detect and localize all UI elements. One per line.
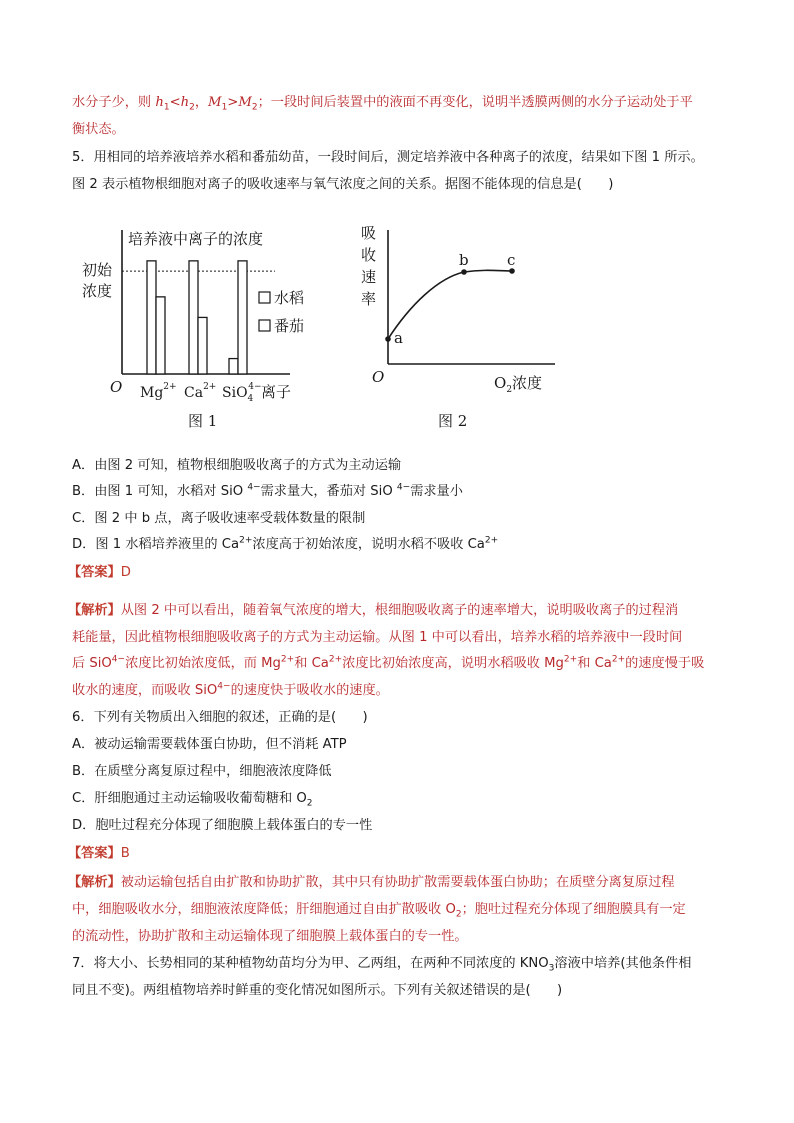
legend-tomato-label: 番茄 [274, 317, 305, 335]
figure-2-point-b [461, 269, 467, 275]
q6-analysis-line-2: 中，细胞吸收水分，细胞液浓度降低；肝细胞通过自由扩散吸收 $O_2$；胞吐过程充分体现了细胞膜具有一定 [72, 902, 686, 920]
q6-analysis-line-3: 的流动性，协助扩散和主动运输体现了细胞膜上载体蛋白的专一性。 [72, 929, 468, 944]
figure-2-point-c [509, 268, 515, 274]
bar-tomato-2 [238, 261, 247, 374]
figure-2-absorption-curve [388, 270, 512, 339]
q6-option-d: D．胞吐过程充分体现了细胞膜上载体蛋白的专一性 [72, 818, 373, 833]
figure-1-cat-sio4: SiO$_4$4− [222, 382, 262, 404]
q5-answer: 【答案】D [68, 565, 131, 580]
q6-option-a: A．被动运输需要载体蛋白协助，但不消耗 ATP [72, 737, 347, 752]
q6-option-c: C．肝细胞通过主动运输吸收葡萄糖和 $O_2$ [72, 791, 313, 809]
legend-rice-label: 水稻 [274, 289, 305, 307]
intro-line-2: 衡状态。 [72, 122, 125, 137]
figure-2-origin: O [372, 368, 385, 386]
figure-1-title: 培养液中离子的浓度 [128, 230, 264, 248]
legend-tomato-swatch [259, 320, 270, 331]
q5-analysis-line-1: 【解析】从图 2 中可以看出，随着氧气浓度的增大，根细胞吸收离子的速率增大，说明吸收离子的过程消 [68, 603, 679, 618]
q5-analysis-line-3: 后 SiO$^{4-}$浓度比初始浓度低，而 $Mg^{2+}$和 $Ca^{2+}$浓度比初始浓度高，说明水稻吸收 $Mg^{2+}$和 $Ca^{2+}$的速度慢于吸 [72, 654, 705, 671]
bar-rice-2 [229, 359, 238, 374]
q6-stem: 6．下列有关物质出入细胞的叙述，正确的是( ) [72, 710, 368, 725]
bar-rice-0 [147, 261, 156, 374]
q5-option-d: D．图 1 水稻培养液里的 $Ca^{2+}$浓度高于初始浓度，说明水稻不吸收 $Ca^{2+}$ [72, 535, 499, 552]
figure-1-origin: O [110, 378, 123, 396]
q6-option-b: B．在质壁分离复原过程中，细胞液浓度降低 [72, 764, 332, 779]
figure-1-ylabel-2: 浓度 [82, 282, 113, 300]
figure-1-caption: 图 1 [188, 412, 218, 430]
q5-option-b: B．由图 1 可知，水稻对 SiO $^{4-}$需求量大，番茄对 SiO $^{4-}$需求量小 [72, 482, 463, 499]
intro-line-1: 水分子少，则 $h_1<h_2$，$M_1>M_2$；一段时间后装置中的液面不再变化，说明半透膜两侧的水分子运动处于平 [72, 95, 693, 113]
figure-2-xlabel: $O_2$浓度 [494, 374, 543, 395]
figure-2-point-a [385, 336, 391, 342]
legend-rice-swatch [259, 292, 270, 303]
q7-stem-line-1: 7．将大小、长势相同的某种植物幼苗均分为甲、乙两组，在两种不同浓度的 $KNO_3$溶液中培养(其他条件相 [72, 956, 692, 974]
q6-answer: 【答案】B [68, 846, 130, 861]
q6-analysis-line-1: 【解析】被动运输包括自由扩散和协助扩散，其中只有协助扩散需要载体蛋白协助；在质壁分离复原过程 [68, 875, 675, 890]
figure-2-ylabel-2: 速 [361, 268, 377, 286]
figure-2-curve [350, 210, 570, 440]
figure-1-cat-mg: $Mg^{2+}$ [140, 382, 177, 401]
q5-analysis-line-2: 耗能量，因此植物根细胞吸收离子的方式为主动运输。从图 1 中可以看出，培养水稻的培养液中一段时间 [72, 630, 683, 645]
q7-stem-line-2: 同且不变)。两组植物培养时鲜重的变化情况如图所示。下列有关叙述错误的是( ) [72, 983, 563, 998]
bar-rice-1 [189, 261, 198, 374]
q5-option-c: C．图 2 中 b 点，离子吸收速率受载体数量的限制 [72, 511, 366, 526]
figure-2-ylabel-3: 率 [361, 290, 377, 308]
figure-2-label-b: b [459, 251, 469, 269]
figure-1-bar-chart [70, 210, 320, 440]
figure-1-xlabel: 离子 [261, 383, 292, 401]
bar-tomato-0 [156, 297, 165, 374]
figure-2-ylabel-0: 吸 [361, 224, 377, 242]
figure-2-label-c: c [507, 251, 516, 269]
q5-stem-line-1: 5．用相同的培养液培养水稻和番茄幼苗，一段时间后，测定培养液中各种离子的浓度，结果如下图 1 所示。 [72, 150, 704, 165]
figure-2-caption: 图 2 [438, 412, 468, 430]
q5-stem-line-2: 图 2 表示植物根细胞对离子的吸收速率与氧气浓度之间的关系。据图不能体现的信息是( ) [72, 177, 614, 192]
bar-tomato-1 [198, 317, 207, 374]
figure-2-ylabel-1: 收 [361, 246, 377, 264]
figure-1-cat-ca: $Ca^{2+}$ [184, 382, 217, 401]
q5-analysis-line-4: 收水的速度，而吸收 SiO$^{4-}$的速度快于吸收水的速度。 [72, 681, 389, 698]
q5-option-a: A．由图 2 可知，植物根细胞吸收离子的方式为主动运输 [72, 458, 402, 473]
figure-1-ylabel-1: 初始 [82, 261, 113, 279]
figure-2-label-a: a [394, 329, 403, 347]
